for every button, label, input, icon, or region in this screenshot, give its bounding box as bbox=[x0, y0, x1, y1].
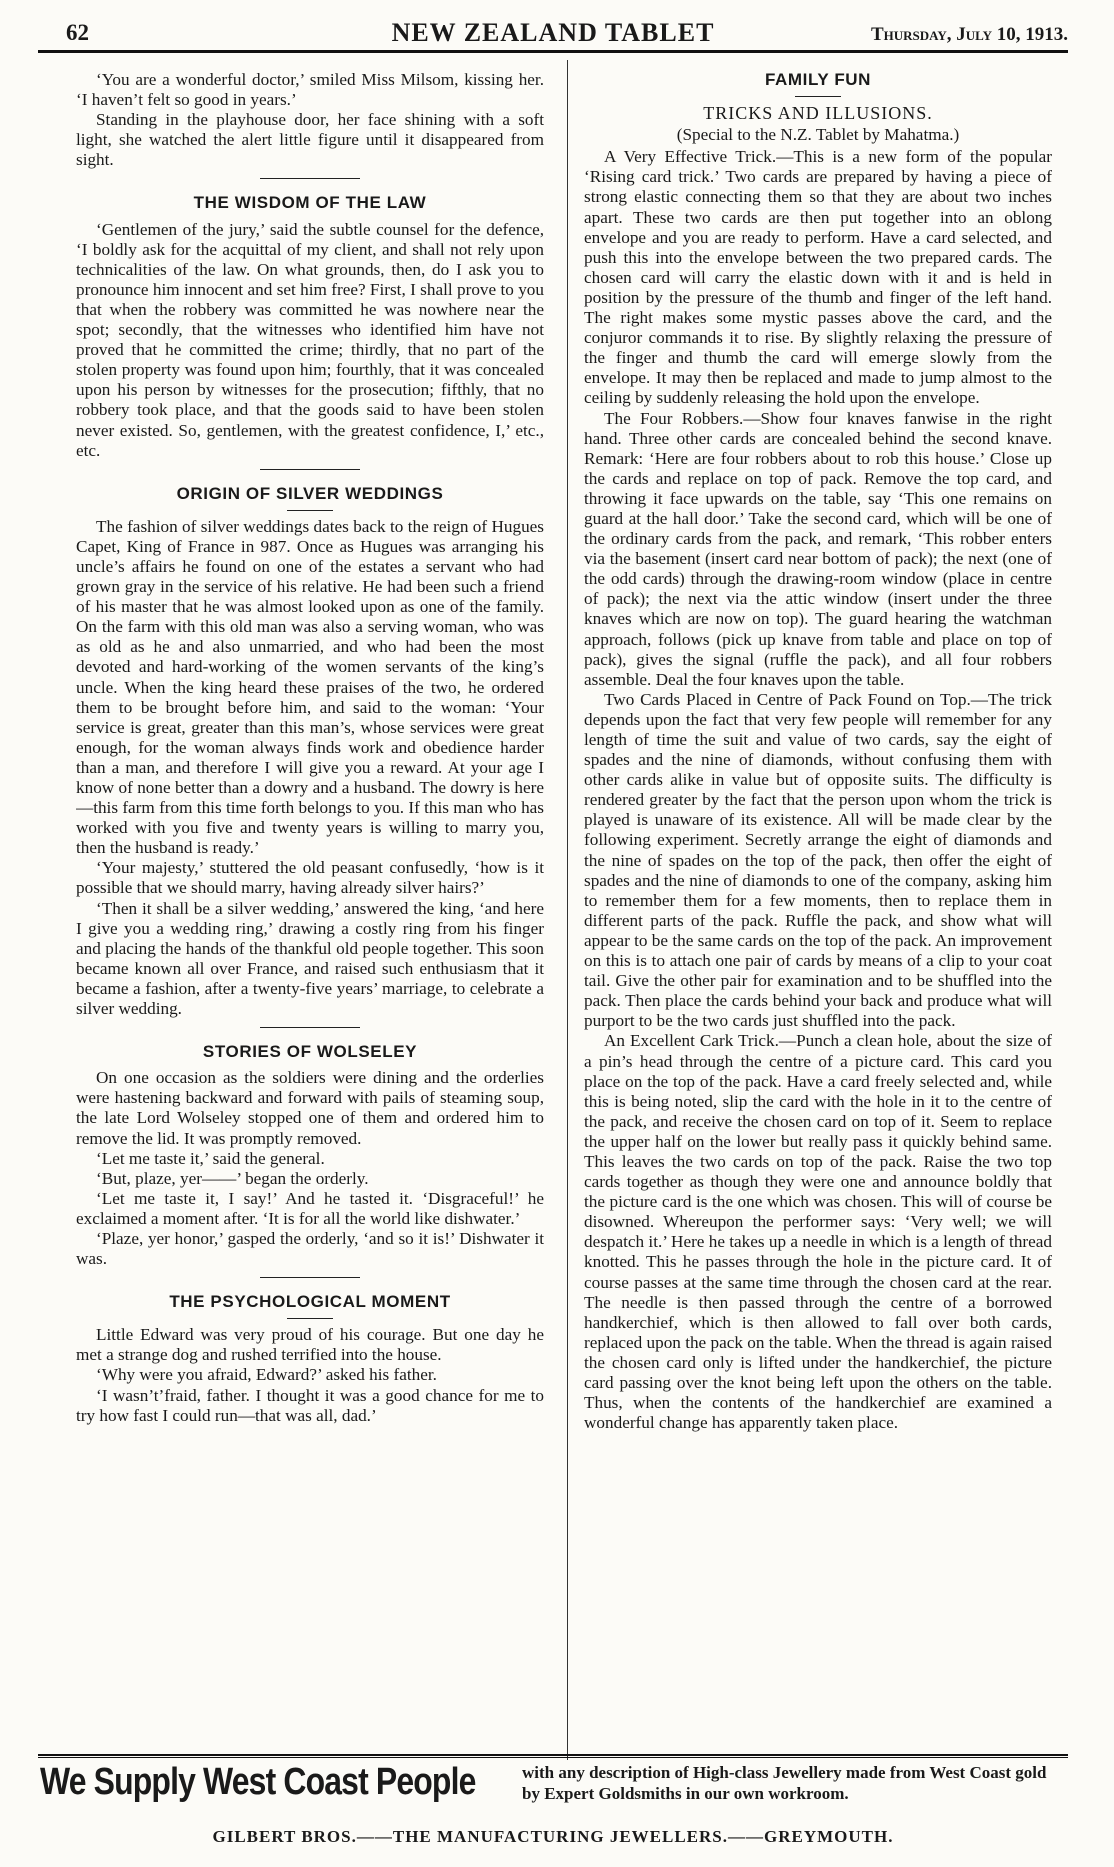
article-paragraph: The fashion of silver weddings dates back to the reign of Hugues Capet, King of France in 987. Once as Hugues was arranging his uncle’s affairs he found on one of the estates a servant who had grown gray in the service of his relative. He had been such a friend of his master that he was almost looked upon as one of the family. On the farm with this old man was also a serving woman, who was as old as he and also unmarried, and who had been the most devoted and hard-working of the women servants of the king’s uncle. When the king heard these praises of the two, he ordered them to be brought before him, and said to the woman: ‘Your service is great, greater than this man’s, whose services were great enough, for the woman always finds work and obedience harder than a man, and therefore I will give you a reward. At your age I know of none better than a dowry and a husband. The dowry is here—this farm from this time forth belongs to you. If this man who has worked with you five and twenty years is willing to marry you, then the husband is ready.’ bbox=[76, 516, 544, 858]
section-rule bbox=[260, 1277, 360, 1278]
article-paragraph: Little Edward was very proud of his courage. But one day he met a strange dog and rushed terrified into the house. bbox=[76, 1325, 544, 1365]
masthead-title: NEW ZEALAND TABLET bbox=[391, 18, 715, 47]
issue-date: Thursday, July 10, 1913. bbox=[870, 24, 1068, 45]
article-paragraph: ‘Let me taste it,’ said the general. bbox=[96, 1148, 325, 1168]
section-rule bbox=[260, 178, 360, 179]
page-number: 62 bbox=[66, 20, 89, 45]
right-column bbox=[584, 70, 1052, 1765]
article-paragraph: ‘Plaze, yer honor,’ gasped the orderly, ‘and so it is!’ Dishwater it was. bbox=[76, 1228, 544, 1269]
section-rule bbox=[260, 469, 360, 470]
article-title-wolseley: STORIES OF WOLSELEY bbox=[202, 1042, 418, 1062]
section-title-family-fun: FAMILY FUN bbox=[764, 70, 872, 89]
article-paragraph: ‘I wasn’t’fraid, father. I thought it was a good chance for me to try how fast I could run—that was all, dad.’ bbox=[76, 1385, 544, 1425]
article-paragraph: ‘Let me taste it, I say!’ And he tasted it. ‘Disgraceful!’ he exclaimed a moment after. ‘It is for all the world like dishwater.’ bbox=[76, 1188, 544, 1228]
page-header bbox=[38, 18, 1068, 52]
byline: (Special to the N.Z. Tablet by Mahatma.) bbox=[676, 125, 960, 145]
article-paragraph: Two Cards Placed in Centre of Pack Found on Top.—The trick depends upon the fact that very few people will remember for any length of time the suit and value of two cards, say the eight of spades and the nine of diamonds, without confusing them with other cards alike in value but of opposite suits. The difficulty is rendered greater by the fact that the person upon whom the trick is played is unaware of its existence. All will be made clear by the following experiment. Secretly arrange the eight of diamonds and the nine of spades on the top of the pack, then offer the eight of spades and the nine of diamonds to one of the company, asking him to remember them for a few moments, then to replace them in different parts of the pack. Ruffle the pack, and show what will appear to be the same cards on the top of the pack. An improvement on this is to attach one pair of cards by means of a clip to your coat tail. Give the other pair for examination and to be shuffled into the pack. Then place the cards behind your back and produce what will purport to be the two cards just shuffled into the pack. bbox=[584, 689, 1052, 1031]
article-title-psychological-moment: THE PSYCHOLOGICAL MOMENT bbox=[169, 1292, 451, 1312]
advert-slogan: We Supply West Coast People bbox=[40, 1761, 476, 1803]
title-ornament bbox=[795, 96, 841, 97]
article-title-silver-weddings: ORIGIN OF SILVER WEDDINGS bbox=[176, 483, 444, 503]
article-paragraph: The Four Robbers.—Show four knaves fanwise in the right hand. Three other cards are concealed behind the second knave. Remark: ‘Here are four robbers about to rob this house.’ Close up the cards and replace on top of pack. Remove the top card, and throwing it face upwards on the table, say ‘This one remains on guard at the hall door.’ Take the second card, which will be one of the ordinary cards from the pack, and remark, ‘This robber enters via the basement (insert card near bottom of pack); the next (one of the odd cards) through the drawing-room window (place in centre of pack); the next via the attic window (insert under the three knaves which are now on top). The guard hearing the watchman approach, follows (pick up knave from table and place on top of pack), gives the signal (ruffle the pack), and all four robbers assemble. Deal the four knaves upon the table. bbox=[584, 408, 1052, 689]
advert-description: with any description of High-class Jewellery made from West Coast gold by Expert Goldsmiths in our own workroom. bbox=[522, 1763, 1047, 1803]
article-paragraph: ‘Why were you afraid, Edward?’ asked his father. bbox=[96, 1365, 437, 1385]
article-paragraph: ‘Then it shall be a silver wedding,’ answered the king, ‘and here I give you a wedding ring,’ drawing a costly ring from his finger and placing the hands of the thankful old people together. This soon became known all over France, and raised such enthusiasm that it became a fashion, after a twenty-five years’ marriage, to celebrate a silver wedding. bbox=[76, 898, 544, 1019]
title-ornament bbox=[287, 510, 333, 511]
article-title-wisdom: THE WISDOM OF THE LAW bbox=[193, 193, 427, 213]
article-paragraph: An Excellent Cark Trick.—Punch a clean hole, about the size of a pin’s head through the centre of a picture card. This card you place on the top of the pack. Have a card freely selected and, while this is being noted, slip the card with the hole in it to the centre of the pack, and receive the chosen card on top of it. Seem to replace the upper half on the lower but really pass it quickly behind same. This leaves the two cards on top of the pack. Raise the two top cards together as though they were one and announce boldly that the picture card is the one which was chosen. This will of course be disowned. Whereupon the performer says: ‘Very well; we will despatch it.’ Here he takes up a needle in which is a length of thread knotted. This he passes through the hole in the picture card. It of course passes at the same time through the chosen card at the rear. The needle is then passed through the centre of a borrowed handkerchief, which is then allowed to fall over both cards, replaced upon the pack on the table. When the thread is again raised the chosen card only is lifted under the handkerchief, the picture card passing over the knot being left upon the others on the table. Thus, when the contents of the handkerchief are examined a wonderful change has apparently taken place. bbox=[584, 1031, 1052, 1433]
section-rule bbox=[260, 1027, 360, 1028]
advert-rule-top bbox=[38, 1754, 1068, 1756]
title-ornament bbox=[287, 1318, 333, 1319]
intro-paragraph: ‘You are a wonderful doctor,’ smiled Miss Milsom, kissing her. ‘I haven’t felt so good in years.’ bbox=[76, 70, 544, 110]
left-column bbox=[76, 70, 544, 1765]
column-divider bbox=[567, 60, 568, 1760]
article-paragraph: On one occasion as the soldiers were dining and the orderlies were hastening backward and forward with pails of steaming soup, the late Lord Wolseley stopped one of them and ordered him to remove the lid. It was promptly removed. bbox=[76, 1068, 544, 1148]
subtitle-tricks: TRICKS AND ILLUSIONS. bbox=[703, 103, 933, 124]
intro-paragraph: Standing in the playhouse door, her face shining with a soft light, she watched the alert little figure until it disappeared from sight. bbox=[76, 110, 544, 170]
article-paragraph: ‘Gentlemen of the jury,’ said the subtle counsel for the defence, ‘I boldly ask for the acquittal of my client, and shall not rely upon technicalities of the law. On what grounds, then, do I ask you to pronounce him innocent and set him free? First, I shall prove to you that when the robbery was committed he was nowhere near the spot; secondly, that the witnesses who identified him have not proved that he committed the crime; thirdly, that no part of the stolen property was found upon him; fourthly, that it was concealed upon his person by witnesses for the prosecution; fifthly, that no robbery took place, and that the goods said to have been stolen never existed. So, gentlemen, with the greatest confidence, I,’ etc., etc. bbox=[76, 219, 544, 460]
article-paragraph: ‘Your majesty,’ stuttered the old peasant confusedly, ‘how is it possible that we should marry, having already silver hairs?’ bbox=[76, 858, 544, 898]
header-rule bbox=[38, 50, 1068, 53]
advert-footer: GILBERT BROS.——THE MANUFACTURING JEWELLERS.——GREYMOUTH. bbox=[212, 1827, 894, 1846]
article-paragraph: ‘But, plaze, yer——’ began the orderly. bbox=[96, 1168, 369, 1188]
advert-rule-inner bbox=[38, 1757, 1068, 1758]
article-paragraph: A Very Effective Trick.—This is a new form of the popular ‘Rising card trick.’ Two cards are prepared by having a piece of strong elastic connecting them so that they are about two inches apart. These two cards are then put together into an oblong envelope and you are ready to perform. Have a card selected, and push this into the envelope between the two prepared cards. The chosen card will carry the elastic down with it and is held in position by the pressure of the thumb and finger of the left hand. The right makes some mystic passes above the card, and the conjuror commands it to rise. By slightly relaxing the pressure of the finger and thumb the card will emerge slowly from the envelope. It may then be replaced and made to jump almost to the ceiling by suddenly releasing the hold upon the envelope. bbox=[584, 147, 1052, 408]
